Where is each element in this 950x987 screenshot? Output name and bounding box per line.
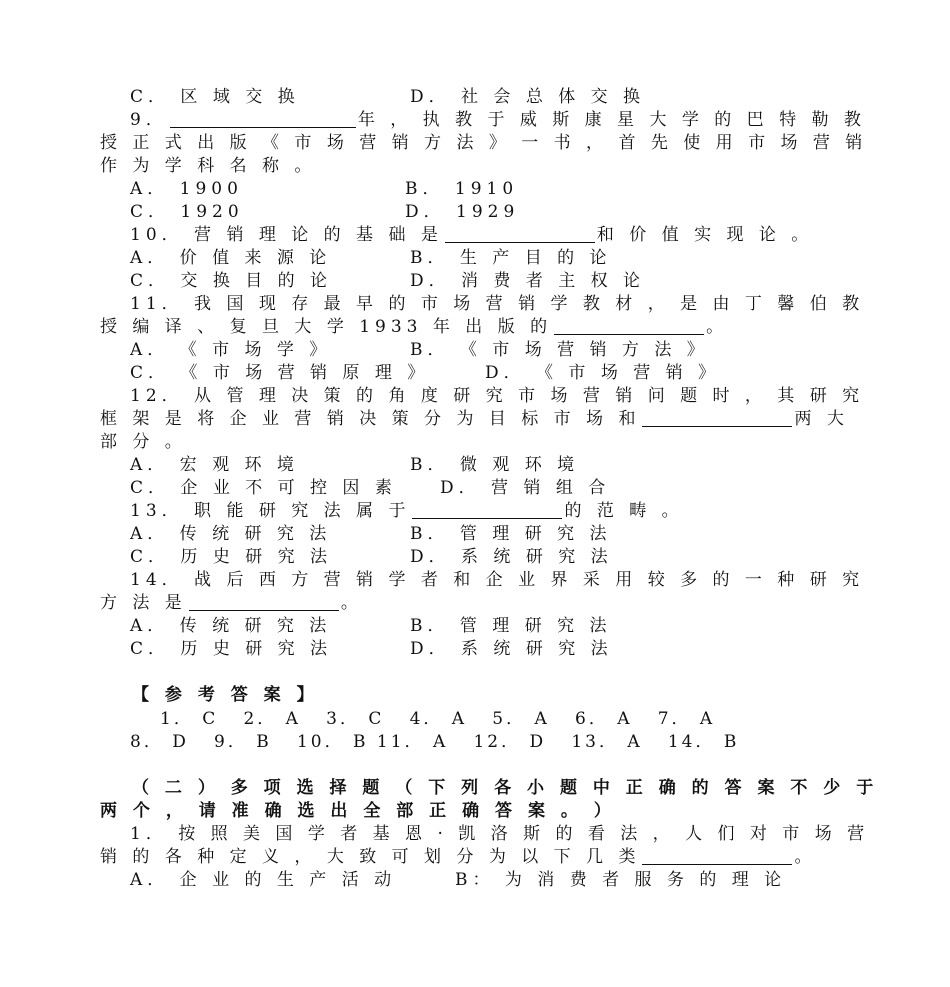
q11-line2 [100, 316, 728, 339]
q13-stem [130, 500, 684, 523]
q12-line2-before: 框 架 是 将 企 业 营 销 决 策 分 为 目 标 市 场 和 [100, 409, 641, 429]
section2-heading-line2: 两 个 ， 请 准 确 选 出 全 部 正 确 答 案 。 ） [100, 801, 616, 821]
q12-option-d: D． 营 销 组 合 [440, 478, 611, 498]
q10-option-c: C． 交 换 目 的 论 [130, 271, 333, 291]
s2-q1-line2-before: 销 的 各 种 定 义 ， 大 致 可 划 分 为 以 下 几 类 [100, 847, 641, 867]
q13-option-d: D． 系 统 研 究 法 [410, 547, 613, 567]
q13-option-c: C． 历 史 研 究 法 [130, 547, 333, 567]
q12-option-b: B． 微 观 环 境 [410, 455, 580, 475]
q9-option-d: D． 1929 [405, 202, 520, 222]
q14-line2-before: 方 法 是 [100, 593, 187, 613]
answers-line1: 1． C 2． A 3． C 4． A 5． A 6． A 7． A [160, 709, 716, 729]
answers-heading: 【 参 考 答 案 】 [132, 685, 319, 705]
q10-option-d: D． 消 费 者 主 权 论 [410, 271, 646, 291]
answer-blank [170, 111, 356, 128]
q9-option-b: B． 1910 [405, 179, 519, 199]
q11-line2-after: 。 [706, 317, 729, 337]
q13-option-a: A． 传 统 研 究 法 [130, 524, 332, 544]
q14-option-b: B． 管 理 研 究 法 [410, 616, 612, 636]
q14-option-d: D． 系 统 研 究 法 [410, 639, 613, 659]
q11-line1: 11． 我 国 现 存 最 早 的 市 场 营 销 学 教 材 ， 是 由 丁 馨 伯 教 [130, 294, 865, 314]
answer-blank [554, 318, 704, 335]
q8-option-d: D． 社 会 总 体 交 换 [410, 87, 646, 107]
s2-q1-option-a: A． 企 业 的 生 产 活 动 [130, 870, 397, 890]
q11-option-c: C． 《 市 场 营 销 原 理 》 [130, 363, 430, 383]
q8-option-c: C． 区 域 交 换 [130, 87, 300, 107]
q14-line2-after: 。 [340, 593, 363, 613]
answer-blank [642, 410, 792, 427]
q13-option-b: B． 管 理 研 究 法 [410, 524, 612, 544]
section2-heading-line1: （ 二 ） 多 项 选 择 题 （ 下 列 各 小 题 中 正 确 的 答 案 不 少 于 [132, 778, 879, 798]
answer-blank [642, 848, 792, 865]
answer-blank [445, 226, 595, 243]
q12-line2-after: 两 大 [794, 409, 849, 429]
s2-q1-option-b: B： 为 消 费 者 服 务 的 理 论 [455, 870, 787, 890]
q9-option-a: A． 1900 [130, 179, 243, 199]
q9-line2: 授 正 式 出 版 《 市 场 营 销 方 法 》 一 书 ， 首 先 使 用 市 场 营 销 [100, 133, 868, 153]
q14-line2 [100, 592, 363, 615]
answer-blank [189, 594, 339, 611]
q13-stem-after: 的 范 畴 。 [564, 501, 684, 521]
q12-line2 [100, 408, 849, 431]
q11-option-d: D． 《 市 场 营 销 》 [485, 363, 721, 383]
q13-stem-before: 13． 职 能 研 究 法 属 于 [130, 501, 411, 521]
q12-line3: 部 分 。 [100, 432, 187, 452]
q11-line2-before: 授 编 译 、 复 旦 大 学 1933 年 出 版 的 [100, 317, 553, 337]
answer-blank [412, 502, 562, 519]
q9-option-c: C． 1920 [130, 202, 244, 222]
q9-line3: 作 为 学 科 名 称 。 [100, 156, 317, 176]
answers-line2: 8． D 9． B 10． B 11． A 12． D 13． A 14． B [130, 732, 740, 752]
q10-option-a: A． 价 值 来 源 论 [130, 248, 332, 268]
q9-line1-text: 年 ， 执 教 于 威 斯 康 星 大 学 的 巴 特 勒 教 [357, 110, 866, 130]
q9-number: 9． [130, 110, 168, 130]
q14-line1: 14． 战 后 西 方 营 销 学 者 和 企 业 界 采 用 较 多 的 一 种 研 究 [130, 570, 865, 590]
q12-line1: 12． 从 管 理 决 策 的 角 度 研 究 市 场 营 销 问 题 时 ， 其 研 究 [130, 386, 865, 406]
s2-q1-line2 [100, 846, 816, 869]
q11-option-a: A． 《 市 场 学 》 [130, 340, 332, 360]
q11-option-b: B． 《 市 场 营 销 方 法 》 [410, 340, 709, 360]
q10-option-b: B． 生 产 目 的 论 [410, 248, 612, 268]
s2-q1-line2-after: 。 [794, 847, 817, 867]
q10-stem [130, 224, 813, 247]
q12-option-a: A． 宏 观 环 境 [130, 455, 299, 475]
q14-option-a: A． 传 统 研 究 法 [130, 616, 332, 636]
q12-option-c: C． 企 业 不 可 控 因 素 [130, 478, 397, 498]
q14-option-c: C． 历 史 研 究 法 [130, 639, 333, 659]
s2-q1-line1: 1． 按 照 美 国 学 者 基 恩 · 凯 洛 斯 的 看 法 ， 人 们 对 市 场 营 [130, 824, 870, 844]
q9-line1 [130, 109, 866, 132]
q10-stem-after: 和 价 值 实 现 论 。 [596, 225, 814, 245]
q10-stem-before: 10． 营 销 理 论 的 基 础 是 [130, 225, 443, 245]
